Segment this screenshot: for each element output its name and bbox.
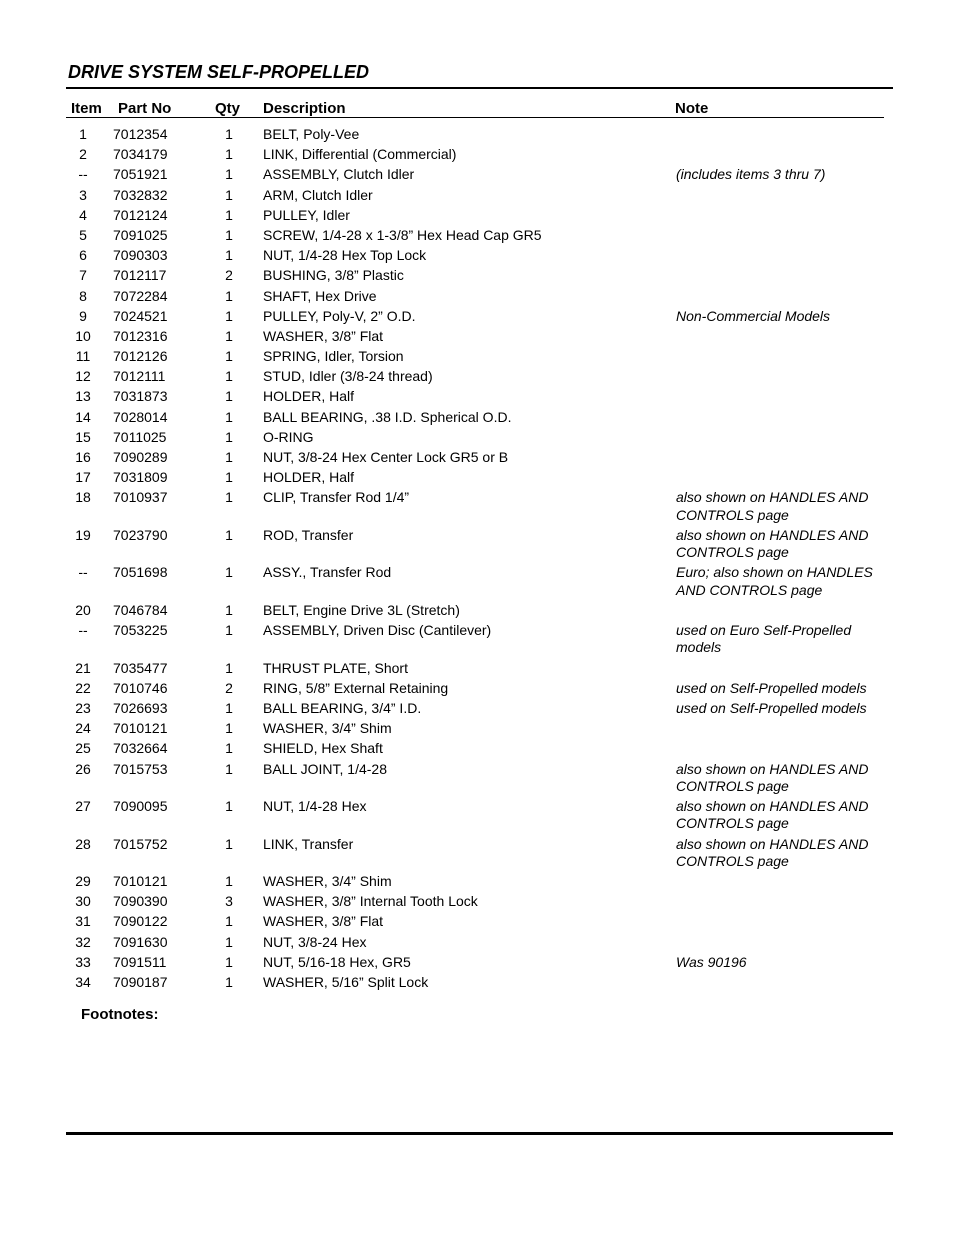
- table-row: [0, 126, 954, 146]
- footnotes-label: Footnotes:: [81, 1006, 159, 1023]
- table-row: [0, 798, 954, 836]
- qty-cell: 1: [225, 186, 233, 203]
- description-cell: ROD, Transfer: [263, 526, 354, 543]
- table-row: [0, 207, 954, 227]
- part-number-cell: 7010121: [113, 873, 168, 889]
- description-cell: O-RING: [263, 428, 314, 445]
- item-cell: 17: [75, 469, 91, 486]
- item-cell: 19: [75, 526, 91, 543]
- column-header-part-no: Part No: [118, 100, 172, 117]
- qty-cell: 1: [225, 526, 233, 543]
- part-number-cell: 7012354: [113, 126, 168, 142]
- part-number-cell: 7091630: [113, 933, 168, 950]
- table-row: [0, 622, 954, 660]
- part-number-cell: 7091511: [113, 953, 167, 970]
- part-number-cell: 7024521: [113, 307, 168, 324]
- part-number-cell: 7090289: [113, 449, 168, 465]
- note-cell: Euro; also shown on HANDLES AND CONTROLS page: [676, 564, 873, 598]
- qty-cell: 1: [225, 835, 233, 852]
- table-row: [0, 388, 954, 408]
- qty-cell: 1: [225, 368, 233, 385]
- description-cell: BELT, Poly-Vee: [263, 126, 360, 142]
- qty-cell: 1: [225, 760, 233, 777]
- qty-cell: 1: [225, 348, 233, 365]
- qty-cell: 3: [225, 893, 233, 910]
- item-cell: --: [78, 622, 88, 639]
- part-number-cell: 7028014: [113, 408, 168, 425]
- qty-cell: 1: [225, 953, 233, 970]
- table-row: [0, 308, 954, 328]
- table-row: [0, 247, 954, 267]
- part-number-cell: 7031873: [113, 388, 168, 405]
- qty-cell: 1: [225, 933, 233, 950]
- item-cell: 24: [75, 720, 91, 737]
- part-number-cell: 7051698: [113, 564, 168, 581]
- qty-cell: 1: [225, 740, 233, 757]
- description-cell: ASSEMBLY, Clutch Idler: [263, 166, 415, 183]
- description-cell: BALL BEARING, .38 I.D. Spherical O.D.: [263, 408, 512, 425]
- part-number-cell: 7090187: [113, 973, 168, 990]
- qty-cell: 1: [225, 720, 233, 737]
- item-cell: 2: [79, 146, 87, 163]
- description-cell: SPRING, Idler, Torsion: [263, 348, 404, 365]
- part-number-cell: 7031809: [113, 469, 168, 486]
- part-number-cell: 7046784: [113, 601, 168, 618]
- description-cell: LINK, Differential (Commercial): [263, 146, 457, 163]
- table-row: [0, 680, 954, 700]
- qty-cell: 1: [225, 247, 233, 264]
- table-row: [0, 720, 954, 740]
- table-row: [0, 166, 954, 186]
- item-cell: 8: [79, 287, 87, 304]
- part-number-cell: 7051921: [113, 166, 168, 183]
- item-cell: 7: [79, 267, 87, 284]
- qty-cell: 1: [225, 622, 233, 639]
- item-cell: 21: [75, 659, 91, 676]
- table-row: [0, 429, 954, 449]
- part-number-cell: 7011025: [113, 428, 167, 445]
- table-row: [0, 368, 954, 388]
- qty-cell: 1: [225, 449, 233, 465]
- part-number-cell: 7091025: [113, 226, 168, 243]
- qty-cell: 1: [225, 564, 233, 581]
- qty-cell: 1: [225, 428, 233, 445]
- table-row: [0, 740, 954, 760]
- qty-cell: 1: [225, 146, 233, 163]
- note-cell: also shown on HANDLES AND CONTROLS page: [676, 489, 869, 523]
- description-cell: WASHER, 3/8” Internal Tooth Lock: [263, 893, 478, 910]
- table-row: [0, 328, 954, 348]
- table-row: [0, 913, 954, 933]
- item-cell: 6: [79, 247, 87, 264]
- part-number-cell: 7015752: [113, 835, 168, 852]
- qty-cell: 1: [225, 659, 233, 676]
- note-cell: used on Self-Propelled models: [676, 679, 867, 696]
- item-cell: 13: [75, 388, 91, 405]
- column-header-note: Note: [675, 100, 709, 117]
- item-cell: --: [78, 166, 88, 183]
- item-cell: 27: [75, 798, 91, 814]
- table-row: [0, 602, 954, 622]
- part-number-cell: 7090303: [113, 247, 168, 264]
- item-cell: 29: [75, 873, 91, 889]
- description-cell: HOLDER, Half: [263, 388, 355, 405]
- qty-cell: 1: [225, 873, 233, 889]
- part-number-cell: 7012117: [113, 267, 167, 284]
- qty-cell: 1: [225, 327, 233, 344]
- description-cell: NUT, 1/4-28 Hex Top Lock: [263, 247, 427, 264]
- item-cell: 18: [75, 489, 91, 506]
- qty-cell: 1: [225, 913, 233, 930]
- description-cell: WASHER, 3/4” Shim: [263, 720, 392, 737]
- part-number-cell: 7015753: [113, 760, 168, 777]
- part-number-cell: 7090095: [113, 798, 168, 814]
- table-row: [0, 660, 954, 680]
- item-cell: 28: [75, 835, 91, 852]
- part-number-cell: 7012111: [113, 368, 166, 385]
- table-row: [0, 449, 954, 469]
- description-cell: WASHER, 3/8” Flat: [263, 327, 384, 344]
- item-cell: 31: [75, 913, 91, 930]
- description-cell: ASSY., Transfer Rod: [263, 564, 392, 581]
- table-row: [0, 893, 954, 913]
- description-cell: BALL BEARING, 3/4” I.D.: [263, 699, 422, 716]
- part-number-cell: 7023790: [113, 526, 168, 543]
- description-cell: PULLEY, Idler: [263, 206, 350, 223]
- qty-cell: 1: [225, 973, 233, 990]
- part-number-cell: 7010746: [113, 679, 168, 696]
- description-cell: CLIP, Transfer Rod 1/4”: [263, 489, 410, 506]
- item-cell: 14: [75, 408, 91, 425]
- part-number-cell: 7010121: [113, 720, 168, 737]
- table-row: [0, 288, 954, 308]
- item-cell: 26: [75, 760, 91, 777]
- description-cell: WASHER, 5/16” Split Lock: [263, 973, 429, 990]
- description-cell: BUSHING, 3/8” Plastic: [263, 267, 404, 284]
- table-row: [0, 348, 954, 368]
- qty-cell: 1: [225, 489, 233, 506]
- item-cell: --: [78, 564, 88, 581]
- item-cell: 16: [75, 449, 91, 465]
- page-title: DRIVE SYSTEM SELF-PROPELLED: [68, 62, 370, 82]
- description-cell: RING, 5/8” External Retaining: [263, 679, 449, 696]
- note-cell: also shown on HANDLES AND CONTROLS page: [676, 835, 869, 869]
- table-row: [0, 267, 954, 287]
- description-cell: ASSEMBLY, Driven Disc (Cantilever): [263, 622, 492, 639]
- qty-cell: 1: [225, 307, 233, 324]
- qty-cell: 1: [225, 408, 233, 425]
- column-header-item: Item: [71, 100, 102, 117]
- item-cell: 3: [79, 186, 87, 203]
- qty-cell: 1: [225, 226, 233, 243]
- description-cell: SCREW, 1/4-28 x 1-3/8” Hex Head Cap GR5: [263, 226, 542, 243]
- part-number-cell: 7012126: [113, 348, 168, 365]
- description-cell: LINK, Transfer: [263, 835, 354, 852]
- qty-cell: 2: [225, 679, 233, 696]
- part-number-cell: 7032832: [113, 186, 168, 203]
- qty-cell: 1: [225, 126, 233, 142]
- table-row: [0, 974, 954, 994]
- part-number-cell: 7032664: [113, 740, 168, 757]
- table-row: [0, 489, 954, 527]
- description-cell: SHIELD, Hex Shaft: [263, 740, 383, 757]
- part-number-cell: 7034179: [113, 146, 168, 163]
- part-number-cell: 7053225: [113, 622, 168, 639]
- table-row: [0, 873, 954, 893]
- table-row: [0, 934, 954, 954]
- qty-cell: 1: [225, 287, 233, 304]
- item-cell: 23: [75, 699, 91, 716]
- part-number-cell: 7012124: [113, 206, 168, 223]
- note-cell: used on Self-Propelled models: [676, 699, 867, 716]
- description-cell: NUT, 1/4-28 Hex: [263, 798, 367, 814]
- qty-cell: 2: [225, 267, 233, 284]
- description-cell: THRUST PLATE, Short: [263, 659, 408, 676]
- table-row: [0, 761, 954, 799]
- note-cell: also shown on HANDLES AND CONTROLS page: [676, 526, 869, 561]
- qty-cell: 1: [225, 206, 233, 223]
- item-cell: 20: [75, 601, 91, 618]
- table-row: [0, 836, 954, 874]
- part-number-cell: 7012316: [113, 327, 168, 344]
- description-cell: NUT, 5/16-18 Hex, GR5: [263, 953, 411, 970]
- item-cell: 12: [75, 368, 91, 385]
- item-cell: 33: [75, 953, 91, 970]
- title-rule: [66, 87, 893, 89]
- note-cell: (includes items 3 thru 7): [676, 166, 826, 183]
- table-row: [0, 146, 954, 166]
- item-cell: 15: [75, 428, 91, 445]
- table-row: [0, 469, 954, 489]
- item-cell: 4: [79, 206, 87, 223]
- part-number-cell: 7090390: [113, 893, 168, 910]
- qty-cell: 1: [225, 699, 233, 716]
- part-number-cell: 7026693: [113, 699, 168, 716]
- column-header-description: Description: [263, 100, 346, 117]
- description-cell: STUD, Idler (3/8-24 thread): [263, 368, 433, 385]
- parts-table: [0, 126, 954, 994]
- description-cell: WASHER, 3/8” Flat: [263, 913, 384, 930]
- note-cell: Non-Commercial Models: [676, 307, 831, 324]
- description-cell: NUT, 3/8-24 Hex Center Lock GR5 or B: [263, 449, 509, 465]
- item-cell: 10: [75, 327, 91, 344]
- description-cell: HOLDER, Half: [263, 469, 355, 486]
- table-row: [0, 700, 954, 720]
- item-cell: 22: [75, 679, 91, 696]
- qty-cell: 1: [225, 601, 233, 618]
- item-cell: 11: [75, 348, 91, 365]
- qty-cell: 1: [225, 166, 233, 183]
- table-row: [0, 227, 954, 247]
- item-cell: 32: [75, 933, 91, 950]
- note-cell: also shown on HANDLES AND CONTROLS page: [676, 798, 869, 832]
- description-cell: SHAFT, Hex Drive: [263, 287, 377, 304]
- item-cell: 5: [79, 226, 87, 243]
- part-number-cell: 7090122: [113, 913, 168, 930]
- description-cell: NUT, 3/8-24 Hex: [263, 933, 367, 950]
- description-cell: ARM, Clutch Idler: [263, 186, 373, 203]
- qty-cell: 1: [225, 388, 233, 405]
- table-row: [0, 954, 954, 974]
- note-cell: Was 90196: [676, 953, 747, 970]
- item-cell: 30: [75, 893, 91, 910]
- item-cell: 34: [75, 973, 91, 990]
- description-cell: BELT, Engine Drive 3L (Stretch): [263, 601, 460, 618]
- table-row: [0, 527, 954, 565]
- qty-cell: 1: [225, 798, 233, 814]
- item-cell: 9: [79, 307, 87, 324]
- part-number-cell: 7035477: [113, 659, 168, 676]
- part-number-cell: 7010937: [113, 489, 168, 506]
- description-cell: PULLEY, Poly-V, 2” O.D.: [263, 307, 416, 324]
- description-cell: BALL JOINT, 1/4-28: [263, 760, 387, 777]
- note-cell: used on Euro Self-Propelled models: [676, 622, 852, 656]
- description-cell: WASHER, 3/4” Shim: [263, 873, 392, 889]
- table-row: [0, 409, 954, 429]
- column-header-qty: Qty: [215, 100, 241, 117]
- bottom-rule: [66, 1132, 893, 1135]
- item-cell: 25: [75, 740, 91, 757]
- item-cell: 1: [79, 126, 87, 142]
- table-row: [0, 564, 954, 602]
- note-cell: also shown on HANDLES AND CONTROLS page: [676, 760, 869, 794]
- header-rule: [66, 117, 884, 118]
- part-number-cell: 7072284: [113, 287, 168, 304]
- qty-cell: 1: [225, 469, 233, 486]
- table-row: [0, 187, 954, 207]
